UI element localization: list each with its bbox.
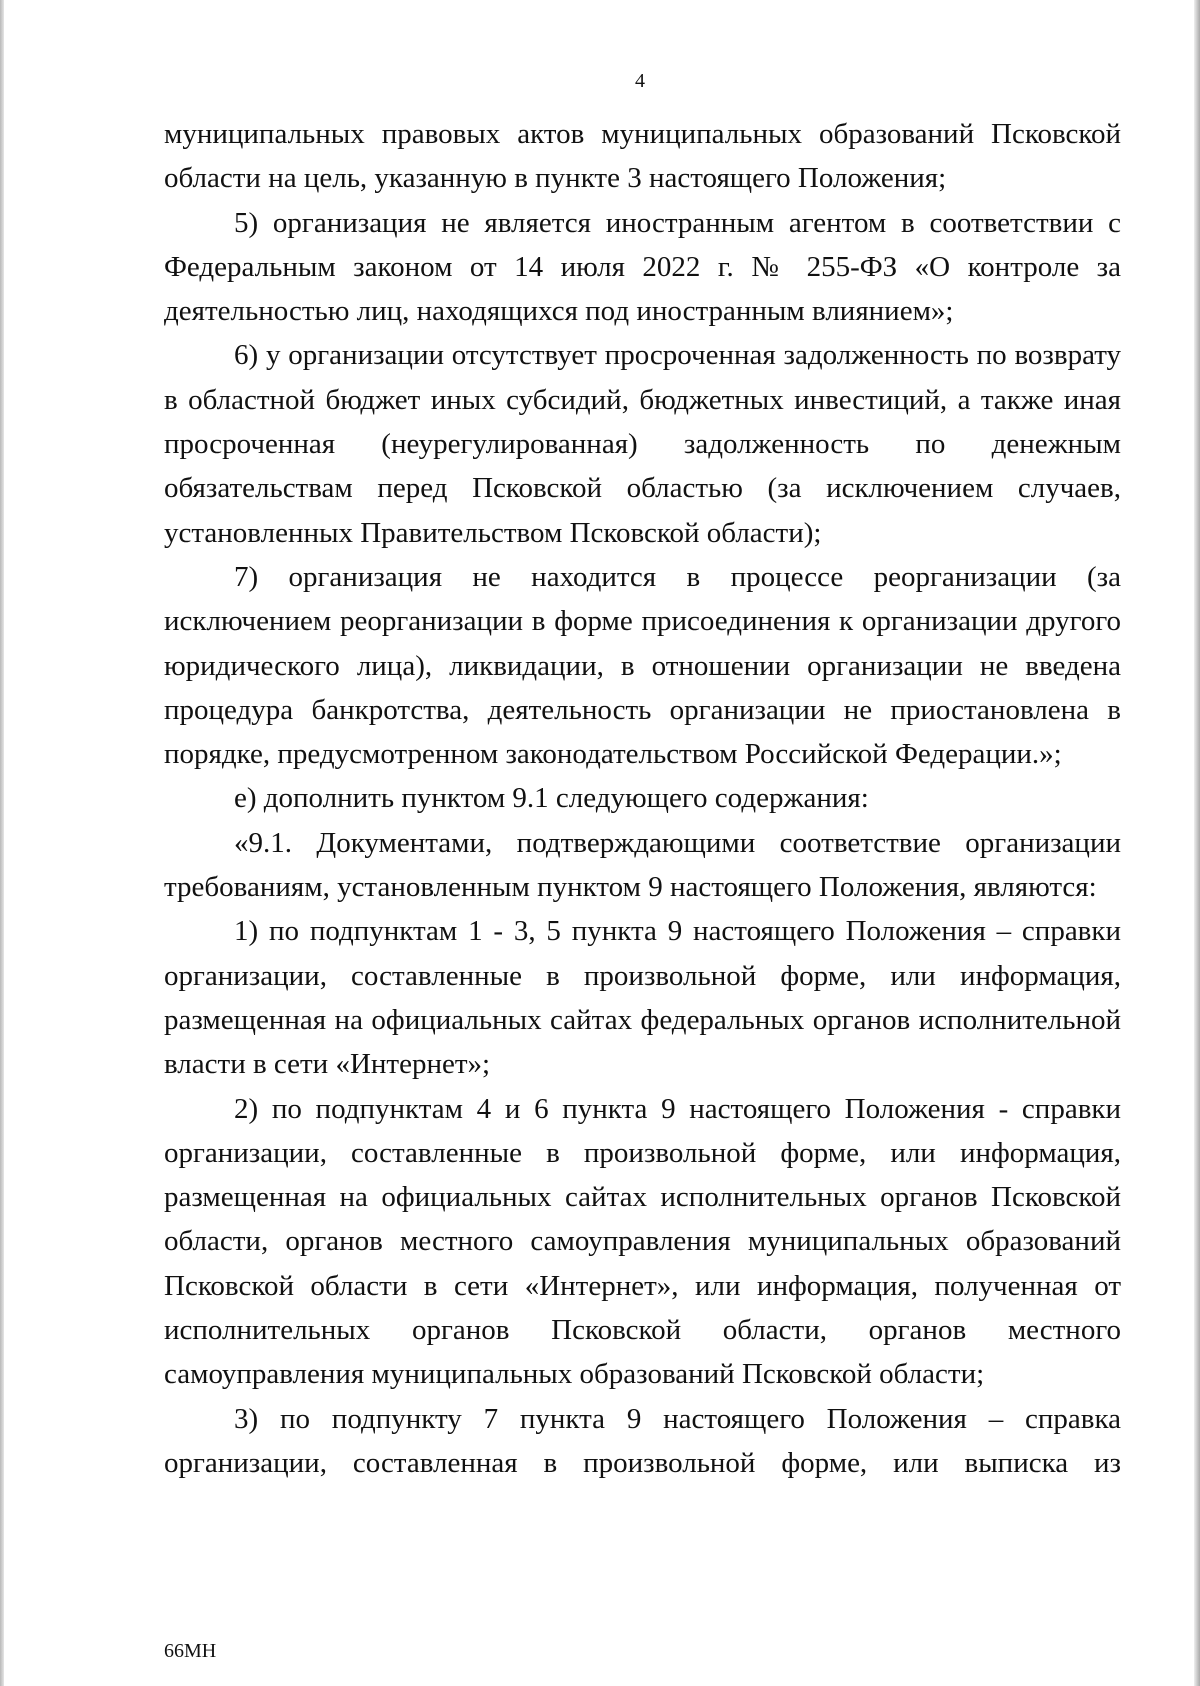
paragraph-docs-3: 3) по подпункту 7 пункта 9 настоящего Положения – справка организации, составленная в произвольной форме, или выписка из [164,1402,1121,1479]
paragraph-docs-1: 1) по подпунктам 1 - 3, 5 пункта 9 настоящего Положения – справки организации, составленные в произвольной форме, или информация, размещенная на официальных сайтах федеральных органов исполнительной власти в сети «Интернет»; [164,915,1121,1081]
paragraph-amendment-e: е) дополнить пунктом 9.1 следующего содержания: [234,782,869,815]
paragraph-continuation: муниципальных правовых актов муниципальных образований Псковской области на цель, указанную в пункте 3 настоящего Положения; [164,118,1121,195]
scan-edge-left [0,0,4,1686]
paragraph-docs-2: 2) по подпунктам 4 и 6 пункта 9 настоящего Положения - справки организации, составленные в произвольной форме, или информация, размещенная на официальных сайтах исполнительных органов Псковской области, органов местного самоуправления муниципальных образований Псковской области в сети «Интернет», или информация, полученная от исполнительных органов Псковской области, органов местного самоуправления муниципальных образований Псковской области; [164,1092,1121,1391]
scan-edge-right [1194,0,1200,1686]
paragraph-item-6: 6) у организации отсутствует просроченная задолженность по возврату в областной бюджет иных субсидий, бюджетных инвестиций, а также иная просроченная (неурегулированная) задолженность по денежным обязательствам перед Псковской областью (за исключением случаев, установленных Правительством Псковской области); [164,339,1121,549]
document-body [164,112,1121,1485]
footer-code: 66МН [164,1640,217,1662]
paragraph-clause-9-1: «9.1. Документами, подтверждающими соответствие организации требованиям, установленным пунктом 9 настоящего Положения, являются: [164,826,1121,904]
paragraph-item-7: 7) организация не находится в процессе реорганизации (за исключением реорганизации в форме присоединения к организации другого юридического лица), ликвидации, в отношении организации не введена процедура банкротства, деятельность организации не приостановлена в порядке, предусмотренном законодательством Российской Федерации.»; [164,560,1121,771]
page-number: 4 [635,70,645,92]
paragraph-item-5: 5) организация не является иностранным агентом в соответствии с Федеральным законом от 14 июля 2022 г. № 255-ФЗ «О контроле за деятельностью лиц, находящихся под иностранным влиянием»; [164,206,1121,328]
